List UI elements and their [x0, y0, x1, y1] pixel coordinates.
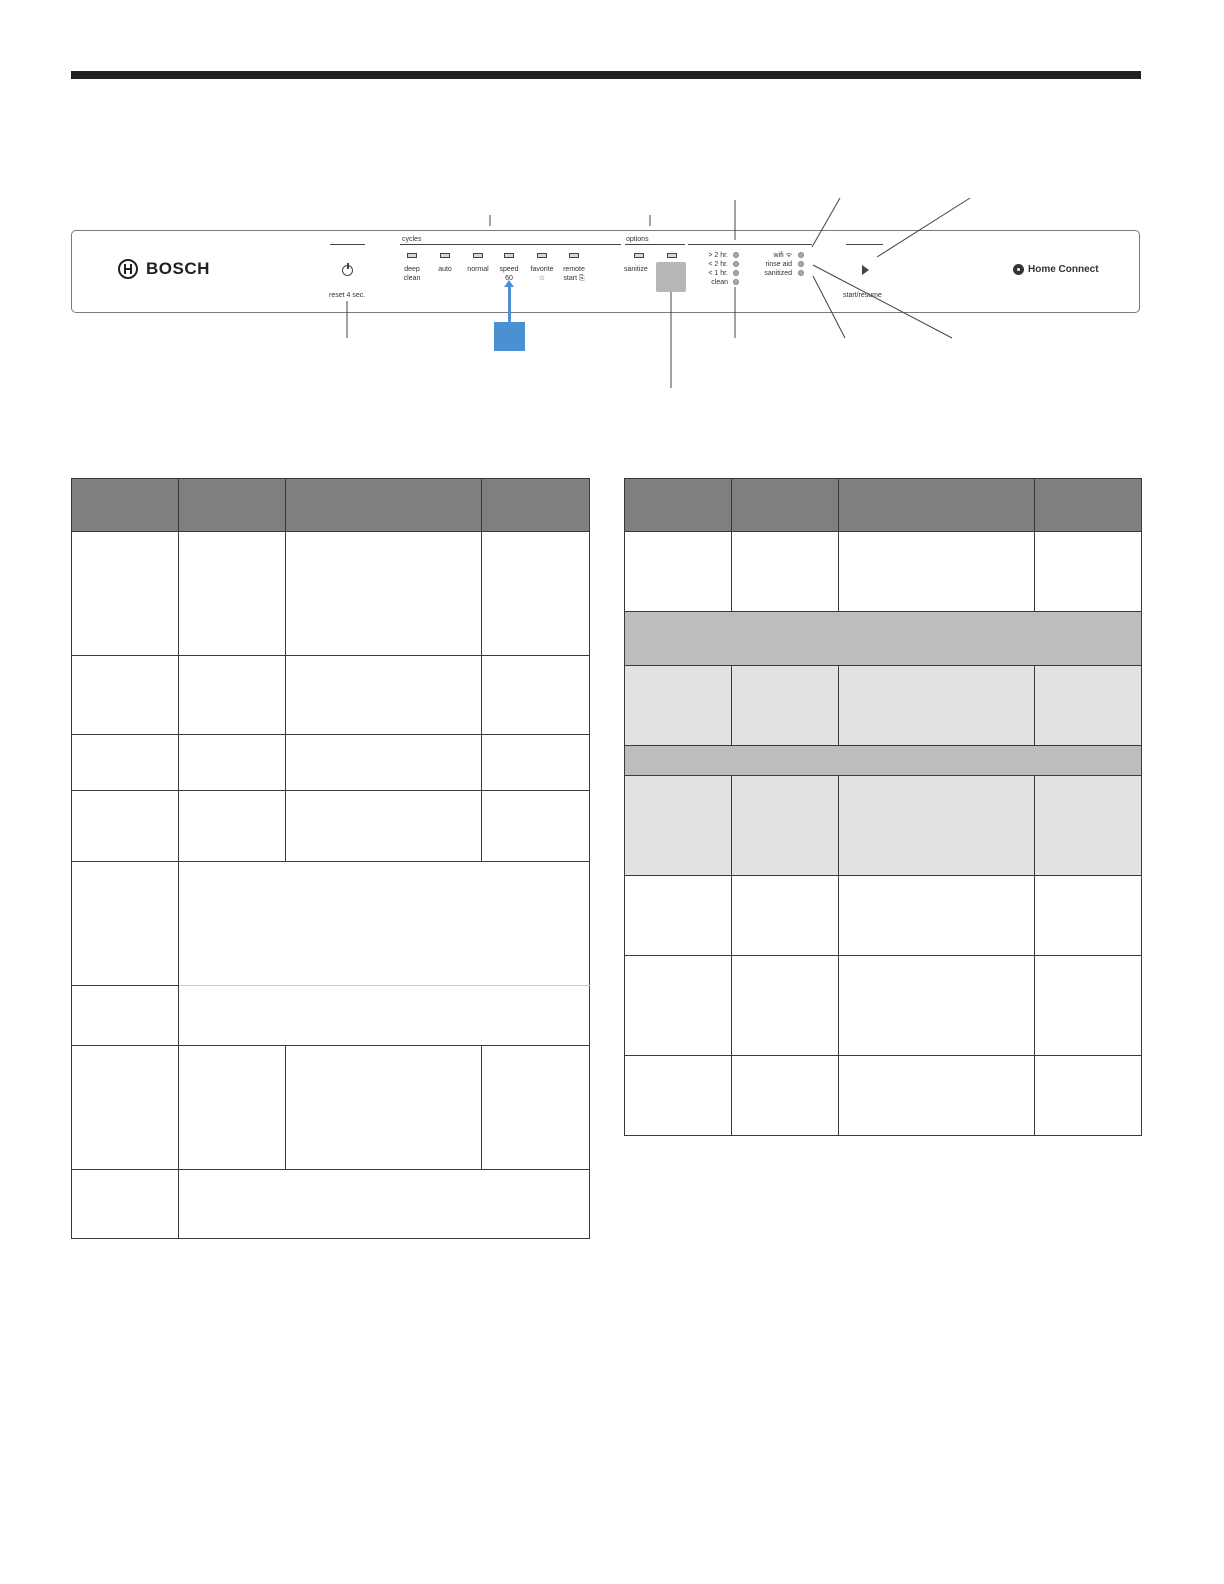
wifi-indicator-label: wifi ᯤ [773, 252, 792, 259]
header-cell [179, 479, 286, 532]
cycle-auto-label: auto [438, 266, 452, 273]
cycle-speed-label-2: 60 [505, 275, 513, 282]
callout-sanitized [813, 276, 845, 338]
start-resume-label: start/resume [843, 292, 882, 299]
table-row [72, 532, 590, 656]
table-row-merged [72, 986, 590, 1046]
cycle-favorite-label-1: favorite [530, 266, 554, 273]
table-row [625, 1056, 1142, 1136]
shaded-row [625, 776, 1142, 876]
callout-rinse-aid [813, 265, 952, 338]
right-table [624, 478, 1142, 1136]
cycles-header: cycles [402, 236, 422, 243]
callout-start [877, 198, 970, 257]
cycle-remote-start-label-2: start ⎘ [563, 275, 585, 282]
cycle-favorite-label-2: ☆ [538, 275, 546, 282]
clean-indicator-label: clean [711, 279, 728, 286]
brand-name: BOSCH [146, 259, 210, 278]
left-table-header [72, 479, 590, 532]
time-indicator-label-3: < 1 hr. [708, 270, 728, 277]
table-row-merged [72, 862, 590, 986]
table-row-merged [72, 1170, 590, 1239]
cycle-deep-clean-label-1: deep [404, 266, 420, 273]
table-row [625, 532, 1142, 612]
sanitized-indicator-label: sanitized [764, 270, 792, 277]
left-table [71, 478, 590, 1239]
right-table-header [625, 479, 1142, 532]
table-row [72, 1046, 590, 1170]
table-row [72, 735, 590, 791]
time-indicator-label-1: > 2 hr. [708, 252, 728, 259]
home-connect-label: Home Connect [1028, 264, 1099, 275]
cycle-speed-label-1: speed [499, 266, 519, 273]
cycle-remote-start-label-1: remote [563, 266, 585, 273]
header-cell [1035, 479, 1142, 532]
header-cell [839, 479, 1035, 532]
header-cell [732, 479, 839, 532]
callout-wifi [812, 198, 840, 247]
table-row [625, 876, 1142, 956]
time-indicator-label-2: < 2 hr. [708, 261, 728, 268]
cycle-deep-clean-label-2: clean [403, 275, 421, 282]
table-row [72, 656, 590, 735]
header-cell [286, 479, 482, 532]
header-cell [72, 479, 179, 532]
options-header: options [626, 236, 649, 243]
header-cell [482, 479, 590, 532]
table-row [72, 791, 590, 862]
table-row [625, 956, 1142, 1056]
section-row [625, 746, 1142, 776]
reset-label: reset 4 sec. [329, 292, 366, 299]
callout-leaders [0, 0, 1224, 400]
rinse-aid-indicator-label: rinse aid [765, 261, 792, 268]
header-cell [625, 479, 732, 532]
cycle-normal-label: normal [467, 266, 489, 273]
section-row [625, 612, 1142, 666]
option-sanitize-label: sanitize [624, 266, 648, 273]
shaded-row [625, 666, 1142, 746]
